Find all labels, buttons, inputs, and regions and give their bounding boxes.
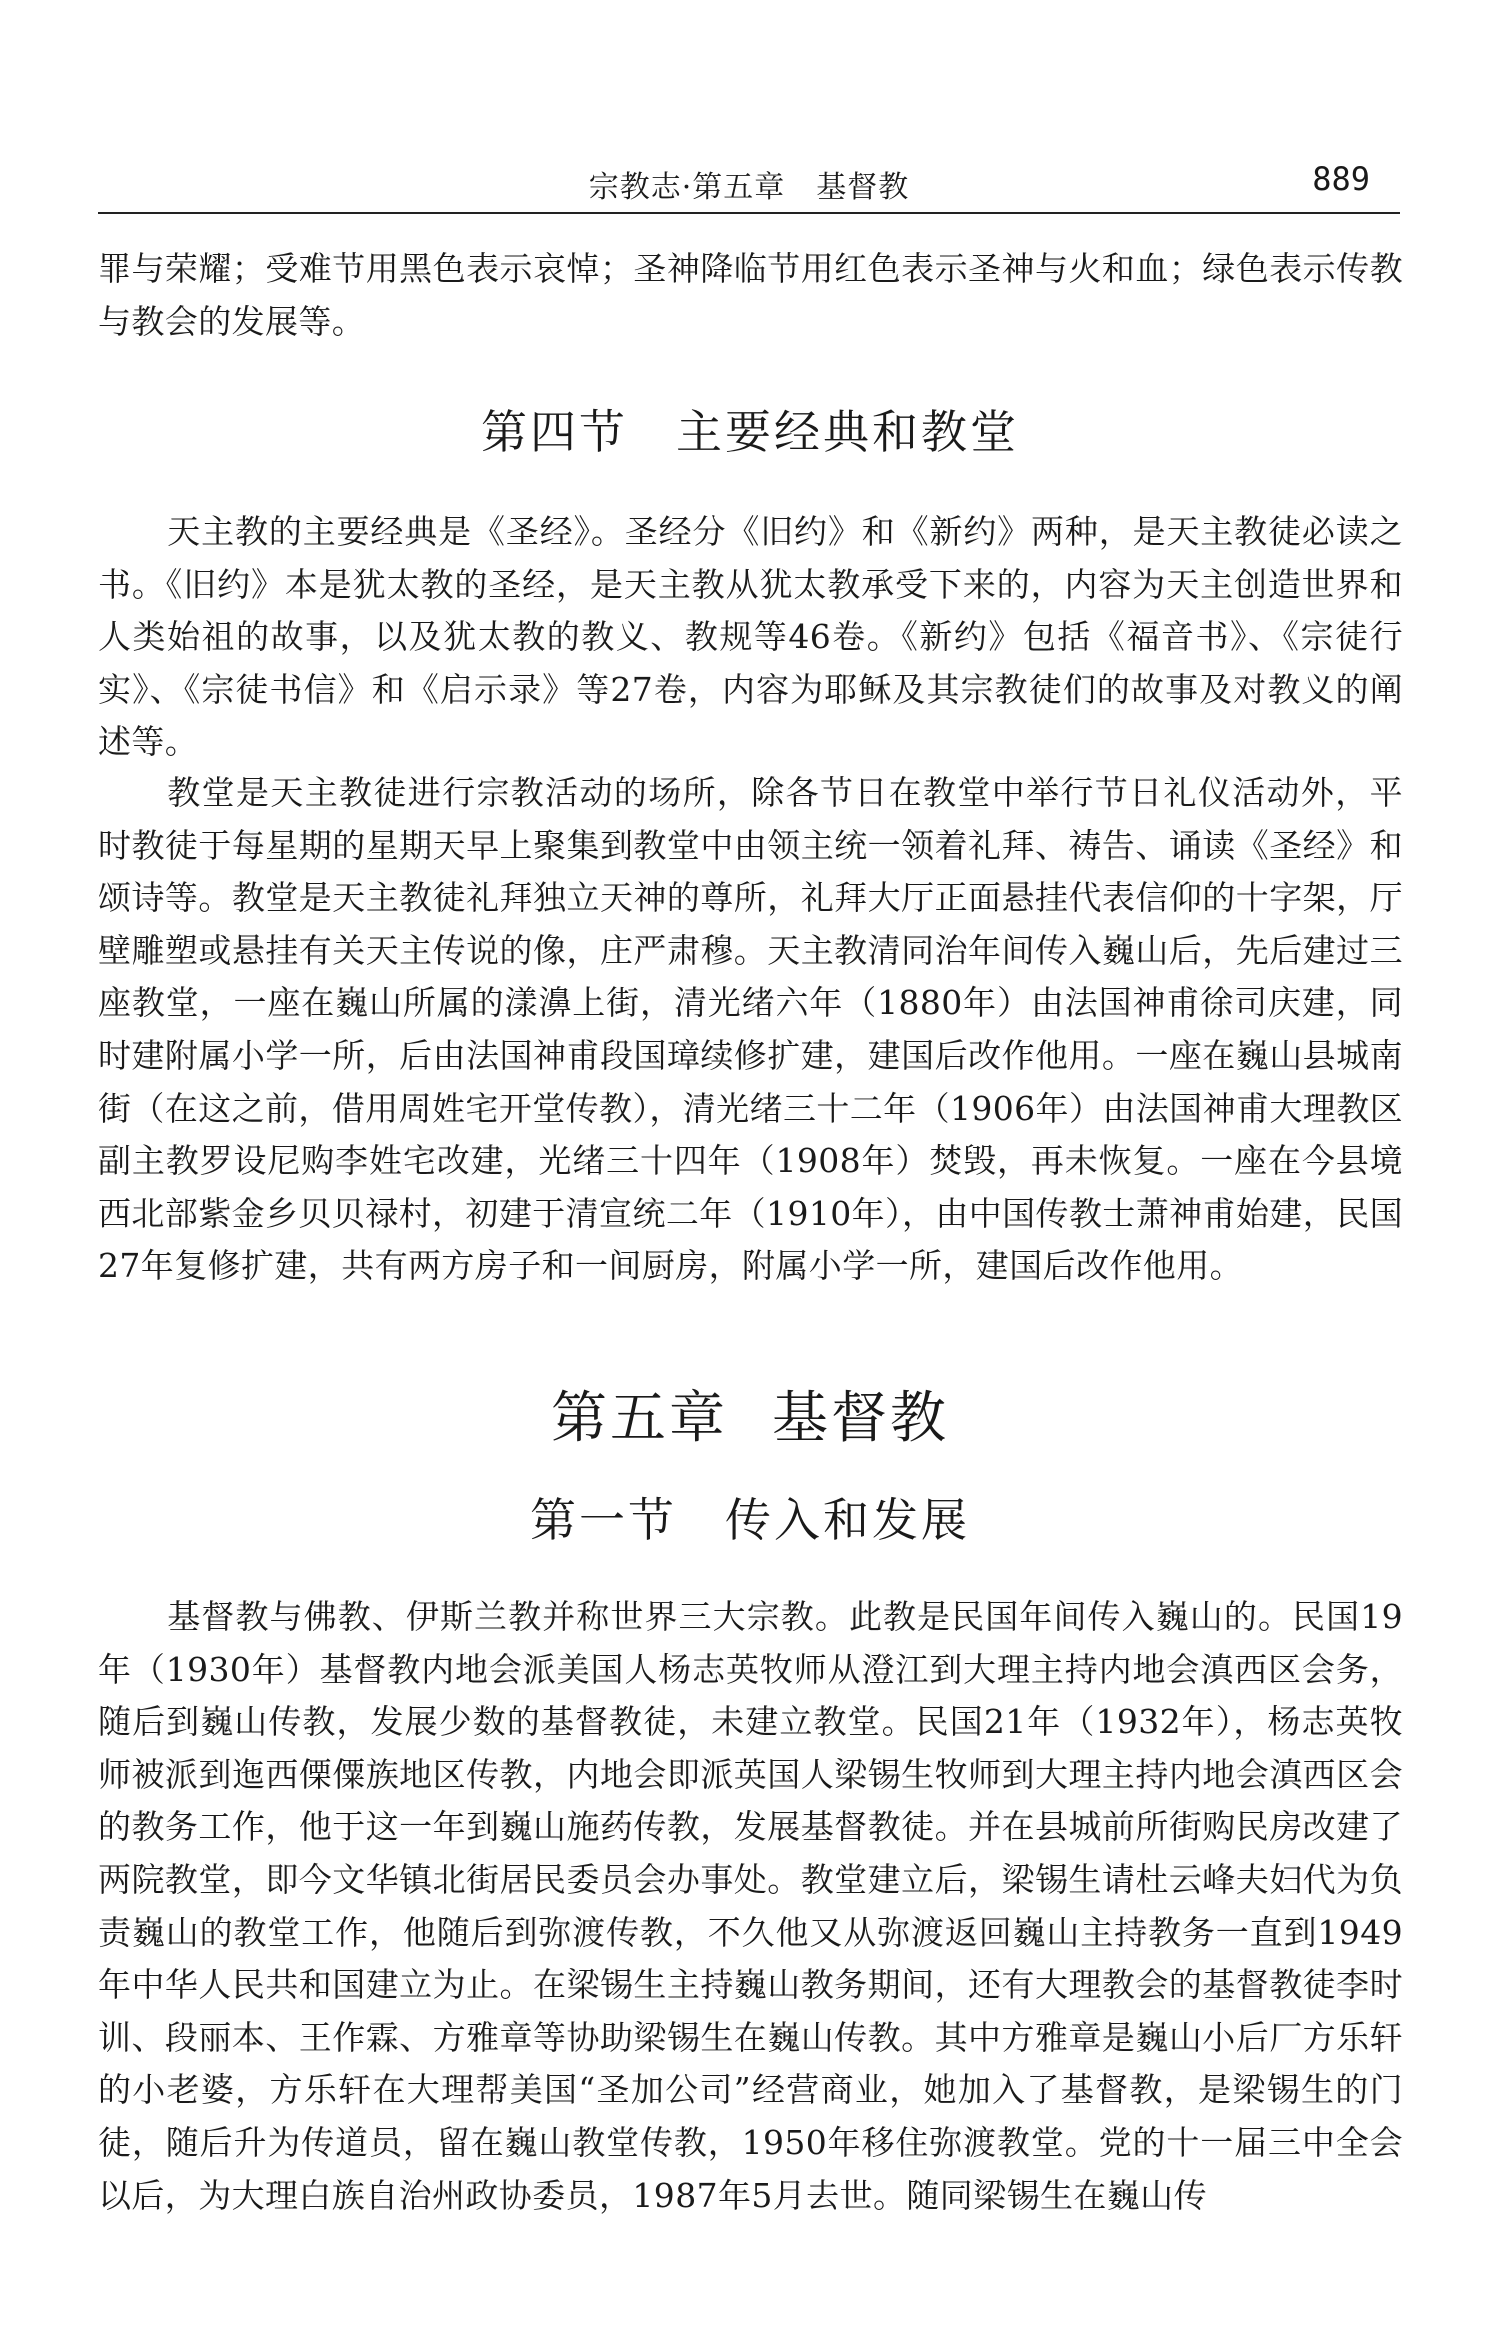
section-4-title: 主要经典和教堂 (676, 405, 1019, 459)
running-header (98, 156, 1400, 214)
section-4-heading (0, 396, 1500, 462)
running-title: 宗教志·第五章 基督教 (588, 170, 910, 205)
chapter-5-heading (0, 1374, 1500, 1454)
continuation-paragraph: 罪与荣耀；受难节用黑色表示哀悼；圣神降临节用红色表示圣神与火和血；绿色表示传教与教会的发展等。 (98, 249, 1403, 341)
section-4-paragraph-2: 教堂是天主教徒进行宗教活动的场所，除各节日在教堂中举行节日礼仪活动外，平时教徒于每星期的星期天早上聚集到教堂中由领主统一领着礼拜、祷告、诵读《圣经》和颂诗等。教堂是天主教徒礼拜独立天神的尊所，礼拜大厅正面悬挂代表信仰的十字架，厅壁雕塑或悬挂有关天主传说的像，庄严肃穆。天主教清同治年间传入巍山后，先后建过三座教堂，一座在巍山所属的漾濞上街，清光绪六年（1880年）由法国神甫徐司庆建，同时建附属小学一所，后由法国神甫段国璋续修扩建，建国后改作他用。一座在巍山县城南街（在这之前，借用周姓宅开堂传教），清光绪三十二年（1906年）由法国神甫大理教区副主教罗设尼购李姓宅改建，光绪三十四年（1908年）焚毁，再未恢复。一座在今县境西北部紫金乡贝贝禄村，初建于清宣统二年（1910年），由中国传教士萧神甫始建，民国27年复修扩建，共有两方房子和一间厨房，附属小学一所，建国后改作他用。 (98, 773, 1403, 1286)
section-1-title: 传入和发展 (725, 1493, 970, 1547)
chapter-5-title: 基督教 (772, 1386, 949, 1451)
section-4-paragraph-1: 天主教的主要经典是《圣经》。圣经分《旧约》和《新约》两种，是天主教徒必读之书。《旧约》本是犹太教的圣经，是天主教从犹太教承受下来的，内容为天主创造世界和人类始祖的故事，以及犹太教的教义、教规等46卷。《新约》包括《福音书》、《宗徒行实》、《宗徒书信》和《启示录》等27卷，内容为耶稣及其宗教徒们的故事及对教义的阐述等。 (98, 512, 1403, 762)
chapter-5-number: 第五章 (551, 1386, 728, 1451)
section-1-paragraph-1: 基督教与佛教、伊斯兰教并称世界三大宗教。此教是民国年间传入巍山的。民国19年（1930年）基督教内地会派美国人杨志英牧师从澄江到大理主持内地会滇西区会务，随后到巍山传教，发展少数的基督教徒，未建立教堂。民国21年（1932年），杨志英牧师被派到迤西傈僳族地区传教，内地会即派英国人梁锡生牧师到大理主持内地会滇西区会的教务工作，他于这一年到巍山施药传教，发展基督教徒。并在县城前所街购民房改建了两院教堂，即今文华镇北街居民委员会办事处。教堂建立后，梁锡生请杜云峰夫妇代为负责巍山的教堂工作，他随后到弥渡传教，不久他又从弥渡返回巍山主持教务一直到1949年中华人民共和国建立为止。在梁锡生主持巍山教务期间，还有大理教会的基督教徒李时训、段丽本、王作霖、方雅章等协助梁锡生在巍山传教。其中方雅章是巍山小后厂方乐轩的小老婆，方乐轩在大理帮美国“圣加公司”经营商业，她加入了基督教，是梁锡生的门徒，随后升为传道员，留在巍山教堂传教，1950年移住弥渡教堂。党的十一届三中全会以后，为大理白族自治州政协委员，1987年5月去世。随同梁锡生在巍山传 (98, 1597, 1403, 2215)
section-1-heading (0, 1484, 1500, 1550)
section-4-number: 第四节 (481, 405, 628, 459)
page-number: 889 (1312, 160, 1370, 198)
section-1-number: 第一节 (530, 1493, 677, 1547)
